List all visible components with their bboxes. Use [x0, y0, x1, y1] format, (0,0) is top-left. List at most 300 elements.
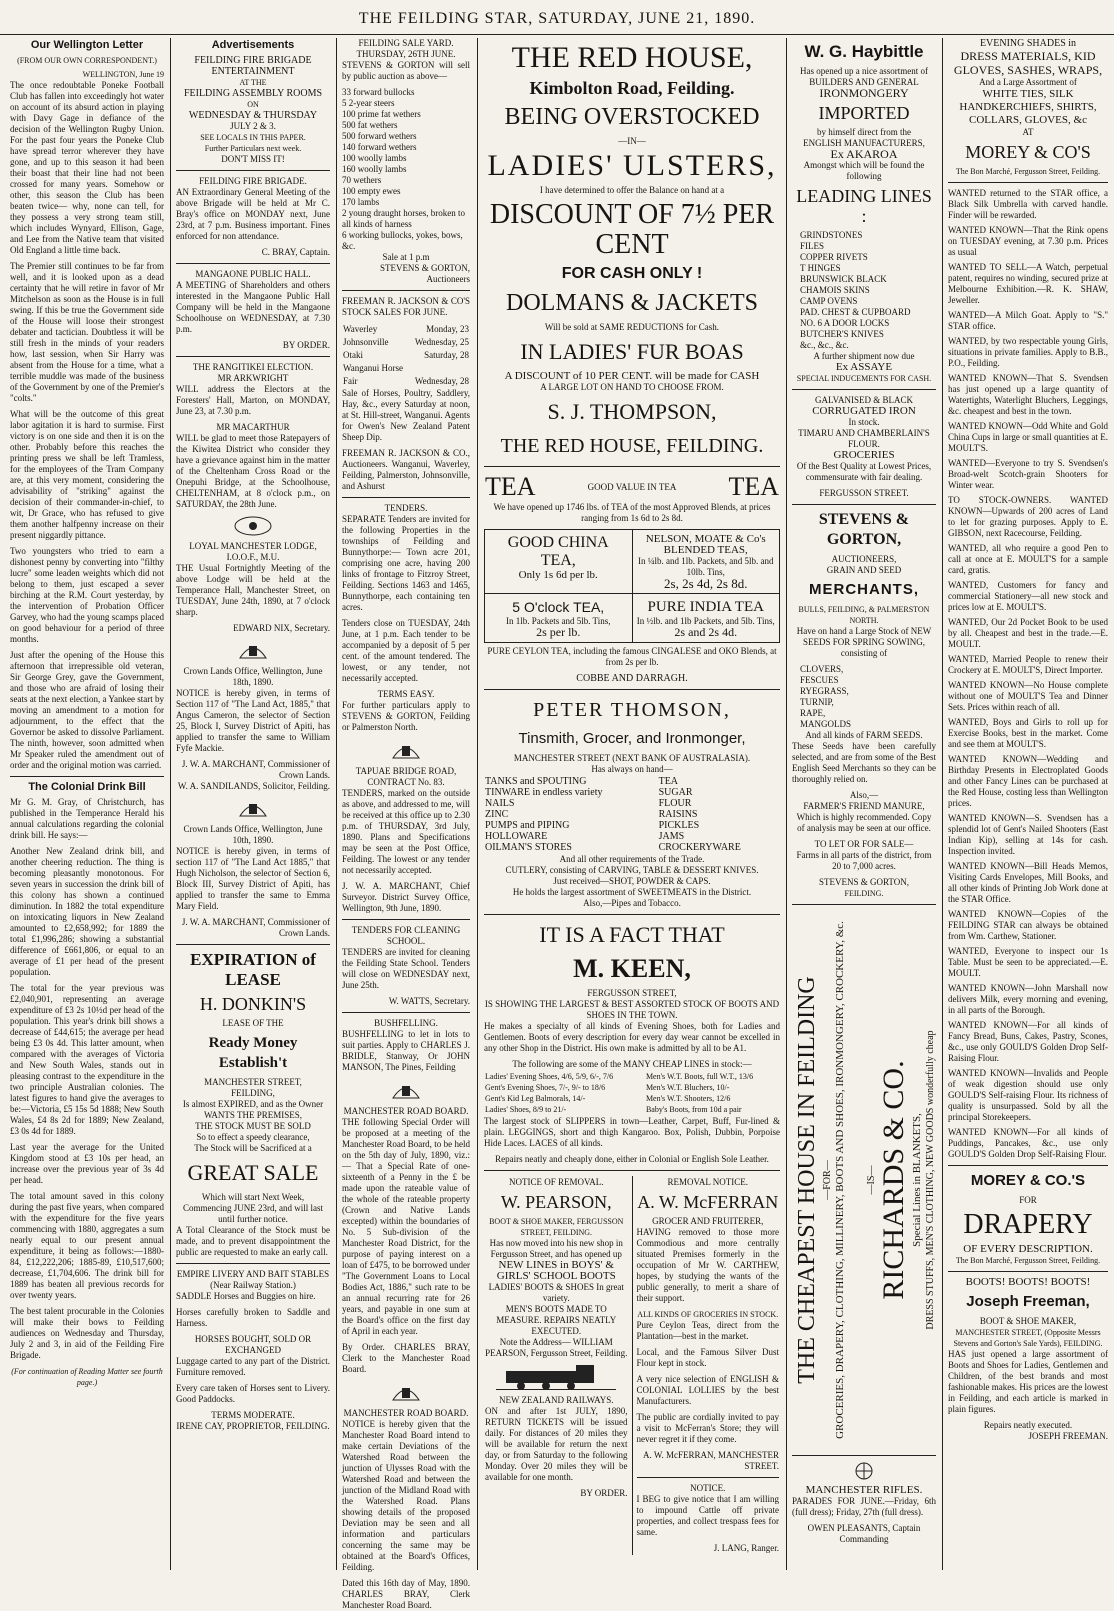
list-item: RAPE, [800, 708, 826, 718]
classified-ad: WANTED—A Milch Goat. Apply to "S." STAR office. [948, 310, 1108, 331]
ad-body: BUSHFELLING to let in lots to suit parties. Apply to CHARLES J. BRIDLE, Stanway, Or JOHN MANSON, The Pines, Feilding [342, 1029, 470, 1072]
ad-headline: LADIES' ULSTERS, [487, 149, 777, 182]
column-wellington-letter [6, 38, 168, 1568]
ad-line: FEILDING, [231, 1088, 275, 1098]
ad-body: Horses carefully broken to Saddle and Harness. [176, 1307, 330, 1328]
list-item: TEA [658, 776, 679, 787]
ad-heading: NOTICE OF REMOVAL. [508, 1177, 604, 1187]
list-item: HOLLOWARE [485, 831, 548, 842]
list-item: Men's W.T. Bluchers, 10/- [645, 1083, 730, 1092]
ad-body: A very nice selection of ENGLISH & COLONIAL LOLLIES by the best Manufacturers. [636, 1374, 779, 1406]
list-item: 500 forward wethers [342, 131, 417, 141]
ad-body: THE Usual Fortnightly Meeting of the above Lodge will be held at the Temperance Hall, Manchester Street, on TUESDAY, June 24th, 1890, at 7 o'clock sharp. [176, 563, 330, 617]
ad-heading: REMOVAL NOTICE. [667, 1177, 748, 1187]
ad-headline: STEVENS & GORTON, [818, 511, 910, 548]
ad-heading: FREEMAN R. JACKSON & CO'S STOCK SALES FOR JUNE. [342, 296, 470, 317]
tea-price: 2s and 2s 4d. [674, 625, 738, 639]
ad-signature: J. W. A. MARCHANT, Commissioner of Crown Lands. [181, 917, 330, 938]
royal-arms-icon [389, 1078, 423, 1102]
ad-body: NOTICE is hereby given, in terms of Section 117 of "The Land Act, 1885," that Angus Cameron, the selector of Section 25, Block I, Survey District of Apiti, has applied to transfer the same to William Fyfe Mackie. [176, 688, 330, 753]
ad-line: AT THE [239, 78, 267, 87]
tea-sub: In ¼lb. and 1lb. Packets, and 5lb. and 10lb. Tins, [638, 556, 774, 577]
ad-body: ON and after 1st JULY, 1890, RETURN TICKETS will be issued daily. For distances of 20 miles they will be available for return the next day, or from Saturday to the following Monday. Over 20 miles they will be available for one month. [485, 1406, 628, 1482]
ad-heading: NEW ZEALAND RAILWAYS. [498, 1395, 614, 1405]
ad-line: Commencing JUNE 23rd, and will last until further notice. [183, 1203, 323, 1224]
tea-price-grid [484, 529, 780, 643]
list-item: FESCUES [800, 675, 839, 685]
ad-body: A MEETING of Shareholders and others interested in the Mangaone Public Hall Company will be held in the Mangaone Schoolhouse on WEDNESDAY, at 7.30 p.m. [176, 280, 330, 334]
ad-body: PURE CEYLON TEA, including the famous CINGALESE and OKO Blends, at from 2s per lb. [487, 646, 777, 667]
list-item: Gent's Kid Leg Balmorals, 14/- [485, 1094, 586, 1103]
ad-line: GRAIN AND SEED [826, 565, 902, 575]
ad-line: Has opened up a nice assortment of [800, 66, 928, 76]
ad-signature: Dated this 16th day of May, 1890. CHARLES BRAY, Clerk Manchester Road Board. [342, 1578, 470, 1610]
byline: (FROM OUR OWN CORRESPONDENT.) [17, 56, 157, 65]
article-paragraph: Last year the average for the United Kingdom stood at £3 10s per head, an increase over the previous year of 3s 4d per head. [10, 1142, 164, 1185]
ad-line: GALVANISED & BLACK [814, 395, 913, 405]
list-item: RAISINS [658, 809, 698, 820]
list-item: Ladies' Evening Shoes, 4/6, 5/9, 6/-, 7/6 [485, 1072, 614, 1081]
ad-body: He makes a specialty of all kinds of Evening Shoes, both for Ladies and Gentlemen. Boots of every description for every day wear cannot be excelled in any other Shop in the District. His own make is admitted by all to be A1. [484, 1021, 780, 1053]
date [409, 362, 470, 375]
column-wanted [944, 38, 1112, 1568]
list-item: BRUNSWICK BLACK [800, 274, 887, 284]
list-item: PICKLES [658, 820, 700, 831]
tea-tagline: GOOD VALUE IN TEA [587, 481, 677, 492]
ad-line: FOR [1019, 1195, 1037, 1205]
ad-line: AT [1022, 127, 1034, 137]
classified-ad: WANTED KNOWN—Bill Heads Memos, Visiting Cards Envelopes, Mill Books, and all other kinds of Printing Job Work done at the STAR Office. [948, 861, 1108, 904]
place: Fair [343, 376, 358, 386]
classified-ad: WANTED KNOWN—That the Rink opens on TUESDAY evening, at 7.30 p.m. Prices as usual [948, 225, 1108, 257]
list-item: ZINC [485, 809, 509, 820]
ad-body: For further particulars apply to STEVENS & GORTON, Feilding or Palmerston North. [342, 700, 470, 732]
ad-signature: J. W. A. MARCHANT, Commissioner of Crown Lands. [181, 759, 330, 780]
classified-ad: WANTED, Married People to renew their Crockery at E. MOULT'S, Direct Importer. [948, 654, 1108, 675]
column-rule [170, 38, 171, 1570]
ad-line: A DISCOUNT of 10 PER CENT. will be made for CASH [504, 370, 760, 382]
ad-body: Which is highly recommended. Copy of analysis may be seen at our office. [796, 812, 932, 833]
royal-arms-icon [236, 796, 270, 820]
ad-subheading: MR ARKWRIGHT [217, 373, 289, 383]
classified-ad: WANTED returned to the STAR office, a Black Silk Umbrella with carved handle. Finder will be rewarded. [948, 188, 1108, 220]
ad-line: Repairs neatly executed. [983, 1420, 1073, 1430]
ad-heading: BUSHFELLING. [374, 1018, 438, 1028]
list-item: GRINDSTONES [800, 230, 863, 240]
list-item: Men's W.T. Shooters, 12/6 [645, 1094, 731, 1103]
ad-heading: MANCHESTER ROAD BOARD. [343, 1408, 469, 1418]
ad-line: AUCTIONEERS, [831, 554, 897, 564]
vertical-headline: RICHARDS & CO. [877, 1060, 910, 1300]
royal-arms-icon [389, 1380, 423, 1404]
ad-line: Further Particulars next week. [204, 144, 302, 153]
table-row [342, 336, 470, 349]
ad-line: (Near Railway Station.) [210, 1280, 296, 1290]
ad-line: ENGLISH MANUFACTURERS, [803, 138, 925, 148]
column-sales-and-tenders [338, 38, 474, 1610]
tea-title: PURE INDIA TEA [647, 599, 764, 615]
place: Waverley [343, 324, 378, 334]
classified-ad: WANTED KNOWN—Odd White and Gold China Cups in large or small quantities at E. MOULT'S. [948, 421, 1108, 453]
ad-body: NOTICE is hereby given that the Manchester Road Board intend to make certain Deviations of the Watershed Road between the junction of Ulysses Road with the Watershed Road and between the junction of the Midland Road with the Watershed Road. Plans showing details of the proposed Deviation may be seen and all information and particulars concerning the same may be obtained at the Board's Offices, Feilding. [342, 1419, 470, 1572]
ad-line: IRONMONGERY [819, 86, 909, 100]
ad-line: IS SHOWING THE LARGEST & BEST ASSORTED STOCK OF BOOTS AND SHOES IN THE TOWN. [484, 999, 780, 1020]
article-paragraph: What will be the outcome of this great labor agitation it is hard to surmise. First victory is on one side and then it is on the other. Probably before this reaches the printing press we shall be left Tramless, for the employees of the Tram Company are, at this very moment, considering the advisability of "striking" against the decision of their commander-in-chief, to wit, Dr Grace, who has refused to give them another halfpenny increase on their present niggardly pittance. [10, 409, 164, 540]
list-item: 33 forward bullocks [342, 87, 415, 97]
ad-line: BOOT & SHOE MAKER, FERGUSSON STREET, FEILDING. [489, 1217, 624, 1237]
article-paragraph: Just after the opening of the House this afternoon that irrepressible old veteran, Sir George Grey, gave the Government, and those who are afraid of losing their seats at the next election, a Yankee start by moving an amendment to a motion for adjournment, to the effect that the Governor be asked to dissolve Parliament. The ninth, however, soon admitted when Mr Speaker ruled the amendment out of order and the original motion was carried. [10, 650, 164, 770]
classified-ad: WANTED, Boys and Girls to roll up for Exercise Books, best in the market. Come and see them at MOULT'S. [948, 717, 1108, 749]
ad-line: And all other requirements of the Trade. [559, 854, 705, 864]
vertical-line: GROCERIES, DRAPERY, CLOTHING, MILLINERY, BOOTS AND SHOES, IRONMONGERY, CROCKERY, &c. [834, 921, 846, 1439]
ad-line: JULY 2 & 3. [230, 121, 276, 131]
list-item: RYEGRASS, [800, 686, 849, 696]
ad-line: The following are some of the MANY CHEAP LINES in stock:— [512, 1059, 752, 1069]
classified-ad: WANTED, Customers for fancy and commercial Stationery—all new stock and prices low at E. MOULT'S. [948, 580, 1108, 612]
date: Saturday, 28 [424, 350, 469, 360]
ad-heading: LOYAL MANCHESTER LODGE, I.O.O.F., M.U. [189, 541, 317, 562]
ad-signature: W. WATTS, Secretary. [388, 996, 470, 1006]
ad-line: LADIES' BOOTS & SHOES In great variety. [488, 1282, 624, 1303]
ad-line: ON [247, 100, 259, 109]
ad-headline: DOLMANS & JACKETS [505, 290, 759, 316]
ad-headline: DRAPERY [963, 1209, 1093, 1240]
ad-line: TERMS MODERATE. [211, 1410, 295, 1420]
article-paragraph: Mr G. M. Gray, of Christchurch, has published in the Temperance Herald his annual calculations regarding the colonial drink bill. He says:— [10, 797, 164, 840]
section-heading: Advertisements [211, 39, 295, 51]
ad-line: BUILDERS AND GENERAL [809, 77, 919, 87]
ad-line: SPECIAL INDUCEMENTS FOR CASH. [796, 374, 932, 383]
classified-ad: WANTED KNOWN—For all kinds of Fancy Bread, Buns, Cakes, Pastry, Scones, &c., use only GOULD'S Golden Drop Self-Raising Flour. [948, 1020, 1108, 1063]
list-item: BUTCHER'S KNIVES [800, 329, 884, 339]
classified-ad: WANTED KNOWN—Copies of the FEILDING STAR can always be obtained from Wm. Carthew, Stationer. [948, 909, 1108, 941]
list-item: NO. 6 A DOOR LOCKS [800, 318, 890, 328]
ad-line: WHITE TIES, SILK HANDKERCHIEFS, SHIRTS, COLLARS, GLOVES, &c [959, 88, 1097, 126]
ad-line: The Bon Marché, Fergusson Street, Feilding. [955, 1256, 1101, 1265]
ad-line: by himself direct from the [817, 127, 911, 137]
ad-headline: M. KEEN, [573, 954, 691, 983]
ad-line: Amongst which will be found the following [803, 160, 925, 181]
ad-body: TENDERS, marked on the outside as above, and addressed to me, will be received at this office up to 2.30 p.m. of THURSDAY, 3rd July, 1890. Plans and Specifications may be seen at the Post Office, Feilding. The lowest or any tender not necessarily accepted. [342, 788, 470, 875]
ad-signature: BY ORDER. [580, 1488, 628, 1498]
ad-body: HAS just opened a large assortment of Boots and Shoes for Ladies, Gentlemen and Children, of the best brands and most fashionable makes. His prices are the lowest in Feilding, and each article is marked in plain figures. [948, 1349, 1108, 1414]
ad-line: GROCER AND FRUITERER, [652, 1216, 764, 1226]
regimental-crest-icon [844, 1461, 884, 1481]
classified-ad: WANTED, Everyone to inspect our 1s Table. Must be seen to be appreciated.—E. MOULT. [948, 946, 1108, 978]
classified-ad: TO STOCK-OWNERS. WANTED KNOWN—Upwards of 200 acres of Land to let for grazing purposes. Apply to E. GIBSON, next Racecourse, Feilding. [948, 495, 1108, 538]
ad-body: The largest stock of SLIPPERS in town—Leather, Carpet, Buff, Fur-lined & plain. LEGGINGS, short and thigh Kangaroo. Box, Polish, Dubbin, Porpoise Hide Laces. LACES of all kinds. [484, 1116, 780, 1148]
place: Wanganui Horse [343, 363, 404, 373]
list-item: SUGAR [658, 787, 693, 798]
masthead: THE FEILDING STAR, SATURDAY, JUNE 21, 1890. [358, 10, 756, 27]
list-item: JAMS [658, 831, 685, 842]
ad-heading: Crown Lands Office, Wellington, June 18th, 1890. [183, 666, 323, 687]
article-paragraph: The total for the year previous was £2,040,901, representing an average expenditure of £3 2s 10½d per head of the population. This year's drink bill shows a decrease of £44,615; the average per head being £3 0s 4d. This latter amount, when compared with the averages of Victoria and New South Wales, stands out in pleasing contrast to the expenditure in the two principle Australian colonies. The latest figures to hand give the averages to be:—Victoria, £5 15s 5d 1888; New South Wales, £4 8s 2d for 1889; New Zealand, £3 0s 4d for 1889. [10, 983, 164, 1136]
classified-ad: WANTED, all who require a good Pen to call at once at E. MOULT'S for a sample card, gratis. [948, 543, 1108, 575]
ad-line: MANCHESTER STREET, [204, 1077, 302, 1087]
list-item: CROCKERYWARE [658, 842, 741, 853]
ad-headline: IMPORTED [818, 103, 910, 123]
ad-line: TO LET OR FOR SALE— [814, 839, 914, 849]
ad-body: I BEG to give notice that I am willing to impound Cattle off private properties, and collect trespass fees for same. [636, 1494, 779, 1537]
seed-list [792, 664, 936, 730]
article-paragraph: The best talent procurable in the Colonies will make their bows to Feilding audiences on Wednesday and Thursday, July 2 and 3, in aid of the Feilding Fire Brigade. [10, 1306, 164, 1360]
tea-price: Only 1s 6d per lb. [518, 569, 598, 581]
ad-line: HORSES BOUGHT, SOLD OR EXCHANGED [194, 1334, 312, 1355]
ad-signature: JOSEPH FREEMAN. [1028, 1431, 1108, 1441]
ad-headline: IT IS A FACT THAT [539, 922, 725, 947]
classified-ad: WANTED—Everyone to try S. Svendsen's Broad-welt Scotch-grain Shooters for Winter wear. [948, 458, 1108, 490]
ad-body: WILL address the Electors at the Foresters' Hall, Marton, on MONDAY, June 23, at 7.30 p.m. [176, 384, 330, 416]
masthead-rule [0, 34, 1114, 35]
ad-signature: J. W. A. MARCHANT, Chief Surveyor. District Survey Office, Wellington, 9th June, 1890. [342, 881, 470, 913]
ad-body: THE following Special Order will be proposed at a meeting of the Manchester Road Board, to be held on the 5th day of July, 1890, viz.:— That a Special Rate of one-sixteenth of a Penny in the £ be made upon the rateable value of the whole of the rateable property (Crown and Native Lands excepted) within the boundaries of No. 5 Sub-division of the Manchester Road District, for the purpose of paying interest on a loan of £475, to be borrowed under "The Government Loans to Local Bodies Act, 1886," such rate to be an annual recurring rate for 26 years, and payable in one sum at the Board's office on the first day of April in each year. [342, 1117, 470, 1336]
list-item: 100 prime fat wethers [342, 109, 421, 119]
list-item: Men's W.T. Boots, full W.T., 13/6 [645, 1072, 754, 1081]
list-item: TINWARE in endless variety [485, 787, 603, 798]
classified-ad: WANTED KNOWN—For all kinds of Puddings, Pancakes, &c., use only GOULD'S Golden Drop Self-Raising Flour. [948, 1127, 1108, 1159]
ad-line: BOOTS! BOOTS! BOOTS! [965, 1276, 1091, 1288]
list-item: 100 woolly lambs [342, 153, 407, 163]
list-item: 500 fat wethers [342, 120, 398, 130]
column-display-ads [480, 38, 784, 1568]
ad-headline: MOREY & CO.'S [970, 1172, 1086, 1189]
ad-body: Every care taken of Horses sent to Livery. Good Paddocks. [176, 1383, 330, 1404]
tea-price: 2s per lb. [536, 625, 581, 639]
ad-line: I have determined to offer the Balance on hand at a [539, 185, 725, 195]
ad-body: We have opened up 1746 lbs. of TEA of the most Approved Blends, at prices ranging from 1s 6d to 2s 8d. [493, 502, 771, 523]
tea-sub: In ½lb. and 1lb Packets, and 5lb. Tins, [636, 616, 775, 626]
ad-line: TERMS EASY. [377, 689, 435, 699]
dateline: WELLINGTON, June 19 [82, 70, 164, 79]
ad-signature: BY ORDER. [282, 340, 330, 350]
date: Wednesday, 28 [414, 376, 469, 386]
ad-signature: COBBE AND DARRAGH. [576, 673, 688, 684]
ad-body: Pure Ceylon Teas, direct from the Plantation—best in the market. [636, 1320, 779, 1341]
ad-line: ALL KINDS OF GROCERIES IN STOCK. [637, 1310, 779, 1319]
ad-line: Has now moved into his new shop in Fergusson Street, and has opened up [489, 1238, 623, 1259]
ad-headline: LEADING LINES : [796, 186, 932, 226]
royal-arms-icon [236, 638, 270, 662]
ad-headline: BEING OVERSTOCKED [504, 104, 760, 130]
ad-heading: Crown Lands Office, Wellington, June 10th, 1890. [183, 824, 323, 845]
tea-title: 5 O'clock TEA, [512, 599, 605, 615]
tea-header [484, 472, 780, 502]
boot-prices [484, 1070, 780, 1116]
place: Otaki [343, 350, 363, 360]
ad-line: FERGUSSON STREET, [587, 988, 677, 998]
sale-schedule [342, 323, 470, 388]
ad-body: Luggage carted to any part of the District. Furniture removed. [176, 1356, 330, 1377]
article-paragraph: Two youngsters who tried to earn a dishonest penny by converting into "filthy lucre" some leaden weights which did not belong to them, just escaped a sever birching at the R.M. Court yesterday, by the intervention of Probation Officer Garvey, who had the young scamps placed on good behaviour for a period of three months. [10, 546, 164, 644]
ad-line: EVENING SHADES in [979, 38, 1077, 49]
ad-line: Just received—SHOT, POWDER & CAPS. [553, 876, 711, 886]
list-item: CHAMOIS SKINS [800, 285, 870, 295]
ad-line: Ex AKAROA [830, 147, 898, 161]
ad-headline: MOREY & CO'S [965, 142, 1091, 162]
classified-ad: WANTED TO SELL—A Watch, perpetual patent, requires no winding, secured prize at Melbourne Exhibition.—R. K. SHAW, Jeweller. [948, 262, 1108, 305]
list-item: 140 forward wethers [342, 142, 417, 152]
tea-sub: In 1lb. Packets and 5lb. Tins, [505, 616, 611, 626]
table-row [342, 375, 470, 388]
ad-body: AN Extraordinary General Meeting of the above Brigade will be held at Mr C. Bray's office on MONDAY next, June 23rd, at 7 p.m. Business important. Fines enforced for non attendance. [176, 187, 330, 241]
classified-ad: WANTED KNOWN—Wedding and Birthday Presents in Electroplated Goods and other Fancy Lines can be purchased at the Red House, costing less than Wellington prices. [948, 754, 1108, 808]
ad-signature: IRENE CAY, PROPRIETOR, FEILDING. [176, 1421, 330, 1431]
ad-signature: J. LANG, Ranger. [713, 1543, 779, 1553]
list-item: FLOUR [658, 798, 692, 809]
ad-heading: TENDERS. [384, 503, 428, 513]
ad-line: FARMER'S FRIEND MANURE, [803, 801, 925, 811]
ad-line: A further shipment now due [813, 351, 915, 361]
column-haybittle [788, 38, 940, 1568]
ad-signature: By Order. CHARLES BRAY, Clerk to the Manchester Road Board. [342, 1342, 470, 1374]
lodge-crest-icon [233, 515, 273, 537]
ad-headline: S. J. THOMPSON, [547, 399, 717, 424]
list-item: 2 young draught horses, broken to all kinds of harness [342, 208, 465, 229]
ad-heading: THE RANGITIKEI ELECTION. [192, 362, 314, 372]
ad-line: CUTLERY, consisting of CARVING, TABLE & DESSERT KNIVES. [505, 865, 759, 875]
classified-ad: WANTED KNOWN—S. Svendsen has a splendid lot of Gent's Nailed Shooters (East Indian Kip), selling at 14s for cash. Inspection invited. [948, 813, 1108, 856]
stock-list [342, 87, 470, 252]
vertical-line: —IS— [866, 1165, 877, 1195]
goods-list [792, 230, 936, 351]
red-house-address: Kimbolton Road, Feilding. [529, 78, 735, 98]
ad-line: The Bon Marché, Fergusson Street, Feilding. [955, 167, 1101, 176]
ad-line: GROCERIES [833, 449, 895, 461]
column-rule [336, 38, 337, 1570]
article-paragraph: The total amount saved in this colony during the past five years, when compared with the expenditure for the five years commencing with 1880, aggregates a sum nearly equal to our present annual expenditure, it being as follows:—1880-84, £12,222,206; 1885-89, £10,517,600; decrease, £1,704,606. The drink bill for 1889 has beaten all previous records for over twenty years. [10, 1191, 164, 1300]
ad-body: Tenders close on TUESDAY, 24th June, at 1 p.m. Each tender to be accompanied by a deposit of 5 per cent. of the amount tendered. The lowest, or any tender, not necessarily accepted. [342, 618, 470, 683]
ad-headline: GREAT SALE [187, 1160, 319, 1185]
ad-line: Repairs neatly and cheaply done, either in Colonial or English Sole Leather. [495, 1154, 769, 1164]
ad-line: MANCHESTER STREET (NEXT BANK OF AUSTRALASIA). [513, 753, 751, 763]
ad-body: These Seeds have been carefully selected, and are from some of the Best English Seed Merchants so they can be thoroughly relied on. [792, 741, 936, 784]
ad-line: THE STOCK MUST BE SOLD [195, 1121, 311, 1131]
ad-headline: EXPIRATION of LEASE [190, 950, 316, 989]
ad-headline: W. PEARSON, [500, 1192, 612, 1212]
article-heading: Our Wellington Letter [30, 39, 144, 51]
ad-line: Ex ASSAYE [835, 361, 893, 373]
ad-body: WILL be glad to meet those Ratepayers of the Kiwitea District who consider they have a grievance against him in the matter of the Cheltenham Cross Road or the Onepuhi Bridge, at the Schoolhouse, CHELTENHAM, at 8 o'clock p.m., on SATURDAY, the 28th June. [176, 433, 330, 509]
ad-line: FEILDING FIRE BRIGADE ENTERTAINMENT [194, 55, 312, 77]
ad-line: NEW LINES in BOYS' & GIRLS' SCHOOL BOOTS [496, 1259, 616, 1282]
ad-body: Local, and the Famous Silver Dust Flour kept in stock. [636, 1347, 779, 1368]
ad-line: SEE LOCALS IN THIS PAPER. [200, 133, 306, 142]
list-item: 6 working bullocks, yokes, bows, &c. [342, 230, 463, 251]
ad-line: FERGUSSON STREET. [819, 488, 909, 498]
classified-ad: WANTED, by two respectable young Girls, situations in private families. Apply to B.B., P.O., Feilding. [948, 336, 1108, 368]
classified-ad: WANTED KNOWN—No House complete without one of MOULT'S Tea and Dinner Sets. Prices within reach of all. [948, 680, 1108, 712]
ad-line: Also,— [849, 790, 879, 800]
list-item: 5 2-year steers [342, 98, 395, 108]
ad-body: NOTICE is hereby given, in terms of section 117 of "The Land Act 1885," that Hugh Nicholson, the selector of Section 6, Block III, Survey District of Apiti, has applied to transfer the same to Emma Mary Field. [176, 846, 330, 911]
ad-headline: DISCOUNT OF 7½ PER CENT [489, 199, 775, 260]
column-rule [786, 38, 787, 1570]
list-item: PAD. CHEST & CUPBOARD [800, 307, 911, 317]
list-item: TURNIP, [800, 697, 834, 707]
ad-line: So to effect a speedy clearance, [196, 1132, 310, 1142]
ad-line: And all kinds of FARM SEEDS. [805, 730, 923, 740]
ad-body: TENDERS are invited for cleaning the Feilding State School. Tenders will close on WEDNESDAY next, June 25th. [342, 947, 470, 990]
ad-headline: Tinsmith, Grocer, and Ironmonger, [518, 730, 746, 747]
wanted-list [948, 188, 1108, 1160]
ad-signature: C. BRAY, Captain. [261, 247, 330, 257]
ad-headline: A. W. McFERRAN [637, 1192, 779, 1212]
ad-line: CORRUGATED IRON [812, 405, 916, 417]
ad-line: Will be sold at SAME REDUCTIONS for Cash. [544, 322, 720, 332]
classified-ad: WANTED KNOWN—That S. Svendsen has just opened up a large quantity of Watertights, Waterlight Bluchers, Leggings, &c. cheapest and best in the town. [948, 373, 1108, 416]
list-item: FILES [800, 241, 825, 251]
red-house-title: THE RED HOUSE, [511, 41, 753, 74]
article-paragraph: The once redoubtable Poneke Football Club has fallen into exceedingly hot water on account of its absurd action in playing with Davy Gage in defiance of the decision of the Wellington Rugby Union. For the past four years the Poneke Club have spread terror wherever they have gone, and up to this season it had been their boast that their line had not been crossed for many years. Somehow or other, this season the Club has been beaten twice— why, none can tell, for they possess a very strong team still, which includes Wynyard, Ellison, Gage, and Lee from the Native team that visited Old England a little time back. [10, 80, 164, 255]
ad-line: DON'T MISS IT! [221, 154, 285, 164]
list-item: 100 empty ewes [342, 186, 401, 196]
ad-signature: FEILDING. [844, 889, 884, 898]
ad-headline: PETER THOMSON, [533, 699, 731, 721]
ad-body: Farms in all parts of the district, from 20 to 7,000 acres. [796, 850, 932, 871]
ad-line: LEASE OF THE [222, 1018, 284, 1028]
continuation-note: (For continuation of Reading Matter see fourth page.) [11, 1367, 163, 1387]
ad-headline: IN LADIES' FUR BOAS [520, 339, 744, 364]
ad-heading: TENDERS FOR CLEANING SCHOOL. [351, 925, 461, 946]
place: Johnsonville [343, 337, 389, 347]
ad-heading: NOTICE. [690, 1483, 726, 1493]
ad-heading: FEILDING SALE YARD. [358, 38, 454, 48]
ad-line: The Stock will be Sacrificed at a [194, 1143, 312, 1153]
column-rule [477, 38, 478, 1570]
tea-price: 2s, 2s 4d, 2s 8d. [664, 576, 748, 591]
ad-body: STEVENS & GORTON will sell by public auction as above— [342, 60, 470, 81]
column-rule [942, 38, 943, 1570]
locomotive-icon [496, 1363, 616, 1391]
ad-signature: STEVENS & GORTON, [818, 877, 910, 887]
list-item: Baby's Boots, from 10d a pair [645, 1105, 742, 1114]
article-heading: The Colonial Drink Bill [28, 781, 146, 793]
ad-line: A LARGE LOT ON HAND TO CHOOSE FROM. [540, 382, 724, 392]
list-item: COPPER RIVETS [800, 252, 868, 262]
ad-line: DRESS MATERIALS, KID GLOVES, SASHES, WRAPS, [953, 49, 1103, 77]
ad-line: OF EVERY DESCRIPTION. [963, 1243, 1093, 1255]
ad-heading: TAPUAE BRIDGE ROAD, CONTRACT No. 83. [355, 766, 457, 787]
list-item: CAMP OVENS [800, 296, 858, 306]
royal-arms-icon [389, 738, 423, 762]
table-row [342, 362, 470, 375]
ad-line: FEILDING ASSEMBLY ROOMS [183, 88, 323, 99]
vertical-line: DRESS STUFFS, MEN'S CLOTHING, NEW GOODS wonderfully cheap [925, 1030, 936, 1330]
tea-word: TEA [728, 472, 779, 501]
ad-line: MEN'S BOOTS MADE TO MEASURE. REPAIRS NEATLY EXECUTED. [496, 1304, 617, 1336]
ad-body: Sale of Horses, Poultry, Saddlery, Hay, &c., every Saturday at noon, at St. Hill-street, Wanganui. Agents for Owen's New Zealand Patent Sheep Dip. [342, 388, 470, 442]
vertical-headline: THE CHEAPEST HOUSE IN FEILDING [794, 976, 820, 1384]
ad-line: Is almost EXPIRED, and as the Owner [182, 1099, 324, 1109]
tea-title: GOOD CHINA TEA, [507, 534, 609, 569]
ad-body: PARADES FOR JUNE.—Friday, 6th (full dress); Friday, 27th (full dress). [792, 1496, 936, 1517]
ad-headline: Ready Money Establish't [208, 1035, 298, 1071]
classified-ad: WANTED KNOWN—Invalids and People of weak digestion should use only GOULD'S Self-raising Flour. Its richness of quality is unsurpassed. Sold by all the principal Storekeepers. [948, 1068, 1108, 1122]
ad-signature: OWEN PLEASANTS, Captain Commanding [807, 1523, 921, 1544]
ad-signature: W. A. SANDILANDS, Solicitor, Feilding. [177, 781, 330, 791]
list-item: CLOVERS, [800, 664, 844, 674]
list-item: &c., &c., &c. [800, 340, 849, 350]
classified-ad: WANTED, Our 2d Pocket Book to be used by all. Cheapest and best in the trade.—E. MOULT. [948, 617, 1108, 649]
ad-heading: EMPIRE LIVERY AND BAIT STABLES [176, 1269, 330, 1279]
ad-line: WANTS THE PREMISES, [203, 1110, 303, 1120]
list-item: 160 woolly lambs [342, 164, 407, 174]
list-item: Ladies' Shoes, 8/9 to 21/- [485, 1105, 567, 1114]
table-row [342, 323, 470, 336]
ad-line: BULLS, FEILDING, & PALMERSTON NORTH. [798, 605, 930, 625]
vertical-line: Special Lines in BLANKETS, [911, 1113, 923, 1247]
